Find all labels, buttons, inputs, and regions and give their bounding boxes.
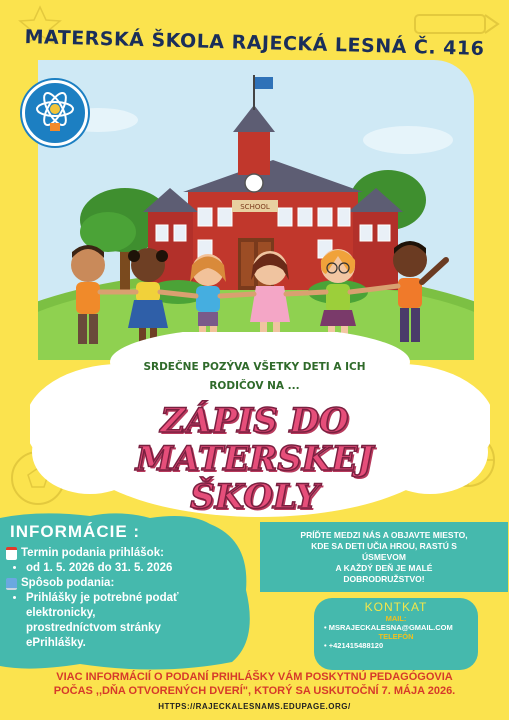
phone-label: TELEFÓN [378, 632, 414, 641]
method-label-row [6, 576, 242, 591]
contact-heading: KONTKAT [364, 600, 428, 614]
method-value-line-2: elektronicky, [26, 607, 96, 619]
info-panel [6, 546, 242, 651]
invite-box-line-3: ÚSMEVOM [362, 552, 406, 562]
invite-box-line-5: DOBRODRUŽSTVO! [343, 574, 425, 584]
school-scene-svg [38, 60, 474, 360]
laptop-icon [6, 578, 17, 590]
school-name-title: MATERSKÁ ŠKOLA RAJECKÁ LESNÁ Č. 416 [24, 25, 485, 61]
invite-box-line-2: KDE SA DETI UČIA HROU, RASTÚ S [311, 541, 457, 551]
method-label: Spôsob podania: [21, 577, 115, 589]
mail-address: MSRAJECKALESNA@GMAIL.COM [328, 623, 453, 632]
method-value-line-3: prostredníctvom stránky [26, 622, 161, 634]
school-illustration [38, 60, 474, 360]
website-url: HTTPS://RAJECKALESNAMS.EDUPAGE.ORG/ [158, 702, 351, 711]
footer-line-2: POČAS ,,DŇA OTVORENÝCH DVERÍ", KTORÝ SA USKUTOČNÍ 7. MÁJA 2026. [53, 685, 456, 697]
footer-text [0, 670, 509, 698]
method-value [26, 591, 242, 651]
deadline-label: Termin podania prihlášok: [21, 547, 164, 559]
school-logo [22, 80, 88, 146]
atom-bulb-logo-icon [25, 83, 85, 143]
headline-line-3: ŠKOLY [190, 477, 319, 517]
method-value-line-4: ePrihlášky. [26, 637, 86, 649]
invitation-line-1: SRDEČNE POZÝVA VŠETKY DETI A ICH [143, 361, 366, 373]
mail-value: • MSRAJECKALESNA@GMAIL.COM [324, 623, 453, 632]
footer-line-1: VIAC INFORMÁCIÍ O PODANÍ PRIHLÁŠKY VÁM POSKYTNÚ PEDAGÓGOVIA [56, 671, 453, 683]
contact-box [314, 598, 478, 670]
invite-box-line-4: A KAŽDÝ DEŇ JE MALÉ [335, 563, 433, 573]
deadline-label-row [6, 546, 242, 561]
invitation-line-2: RODIČOV NA ... [209, 380, 300, 392]
headline-line-1: ZÁPIS DO [160, 401, 349, 441]
invite-box-text [270, 530, 498, 585]
phone-number: +421415488120 [328, 641, 384, 650]
enrollment-headline [0, 402, 509, 516]
school-sign: SCHOOL [240, 203, 270, 211]
deadline-value: • od 1. 5. 2026 do 31. 5. 2026 [26, 561, 242, 576]
mail-label: MAIL: [385, 614, 407, 623]
method-value-line-1: • Prihlášky je potrebné podať [26, 592, 179, 604]
invite-box-line-1: PRÍĎTE MEDZI NÁS A OBJAVTE MIESTO, [300, 530, 468, 540]
invitation-text [0, 358, 509, 396]
info-heading: INFORMÁCIE : [10, 522, 141, 541]
calendar-icon [6, 547, 17, 560]
phone-value: • +421415488120 [324, 641, 384, 650]
headline-line-2: MATERSKEJ [135, 439, 374, 479]
